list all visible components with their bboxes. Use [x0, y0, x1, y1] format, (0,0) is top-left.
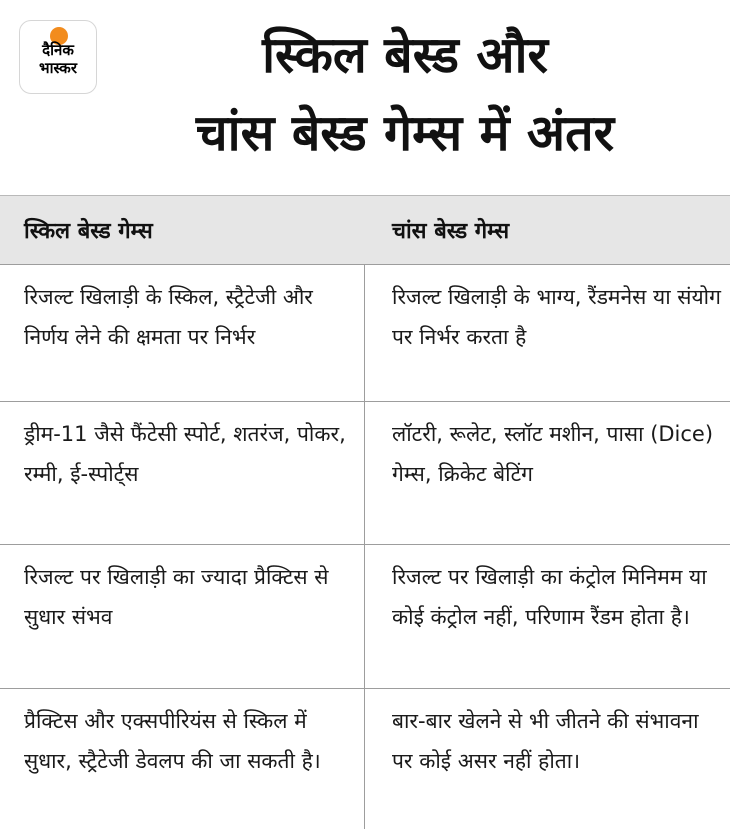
table-row	[0, 544, 730, 688]
title-line1: स्किल बेस्ड और	[262, 26, 548, 84]
table-row	[0, 688, 730, 831]
logo-text-line1: दैनिक	[42, 41, 74, 59]
header-skill-based: स्किल बेस्ड गेम्स	[24, 219, 153, 244]
comparison-table	[0, 195, 730, 831]
header-chance-based: चांस बेस्ड गेम्स	[392, 219, 510, 244]
skill-cell: ड्रीम-11 जैसे फैंटेसी स्पोर्ट, शतरंज, पोकर, रम्मी, ई-स्पोर्ट्स	[24, 422, 346, 486]
table-row	[0, 401, 730, 544]
page-title	[100, 16, 710, 172]
skill-cell: प्रैक्टिस और एक्सपीरियंस से स्किल में सुधार, स्ट्रैटेजी डेवलप की जा सकती है।	[24, 709, 321, 773]
chance-cell: बार-बार खेलने से भी जीतने की संभावना पर कोई असर नहीं होता।	[392, 709, 699, 773]
dainik-bhaskar-logo	[19, 20, 97, 94]
table-row	[0, 264, 730, 401]
title-line2: चांस बेस्ड गेम्स में अंतर	[195, 104, 615, 162]
skill-cell: रिजल्ट पर खिलाड़ी का ज्यादा प्रैक्टिस से सुधार संभव	[24, 565, 329, 629]
table-header-row	[0, 195, 730, 264]
logo-text-line2: भास्कर	[39, 59, 77, 77]
skill-cell: रिजल्ट खिलाड़ी के स्किल, स्ट्रैटेजी और निर्णय लेने की क्षमता पर निर्भर	[24, 285, 313, 349]
chance-cell: लॉटरी, रूलेट, स्लॉट मशीन, पासा (Dice) गेम्स, क्रिकेट बेटिंग	[392, 422, 714, 486]
chance-cell: रिजल्ट पर खिलाड़ी का कंट्रोल मिनिमम या कोई कंट्रोल नहीं, परिणाम रैंडम होता है।	[392, 565, 707, 629]
chance-cell: रिजल्ट खिलाड़ी के भाग्य, रैंडमनेस या संयोग पर निर्भर करता है	[392, 285, 721, 349]
